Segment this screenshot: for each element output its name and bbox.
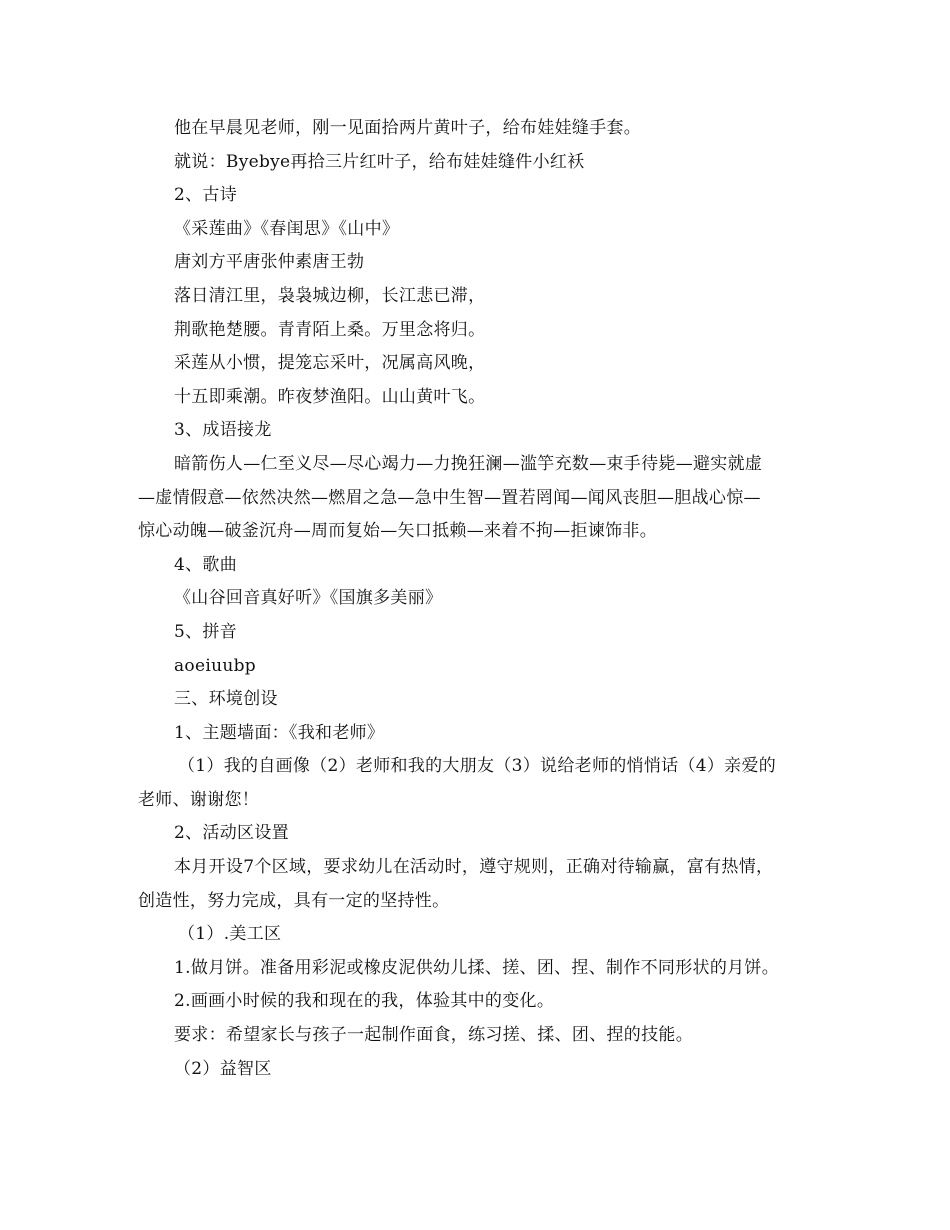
text-line: 要求：希望家长与孩子一起制作面食，练习搓、揉、团、捏的技能。: [174, 1025, 693, 1046]
area-heading: （2）益智区: [174, 1058, 272, 1079]
poem-authors: 唐刘方平唐张仲素唐王勃: [174, 252, 365, 273]
document-body: [138, 112, 828, 1086]
text-line: 2.画画小时候的我和现在的我，体验其中的变化。: [174, 991, 555, 1012]
text-line: （1）我的自画像（2）老师和我的大朋友（3）说给老师的悄悄话（4）亲爱的: [178, 756, 777, 777]
section-heading: 2、古诗: [174, 185, 238, 206]
poem-line: 落日清江里，袅袅城边柳，长江悲已滞，: [174, 285, 486, 306]
text-line: 就说：Byebye再拾三片红叶子，给布娃娃缝件小红袄: [174, 151, 585, 172]
idiom-chain-line: 惊心动魄—破釜沉舟—周而复始—矢口抵赖—来着不拘—拒谏饰非。: [138, 521, 657, 542]
pinyin-line: aoeiuubp: [174, 655, 256, 676]
text-line: 1.做月饼。准备用彩泥或橡皮泥供幼儿揉、搓、团、捏、制作不同形状的月饼。: [174, 957, 780, 978]
section-heading: 3、成语接龙: [174, 420, 272, 441]
section-heading: 三、环境创设: [174, 689, 278, 710]
song-titles: 《山谷回音真好听》《国旗多美丽》: [174, 588, 443, 609]
poem-titles: 《采莲曲》《春闺思》《山中》: [174, 218, 400, 239]
text-line: 创造性，努力完成，具有一定的坚持性。: [138, 890, 450, 911]
section-heading: 5、拼音: [174, 621, 238, 642]
idiom-chain-line: —虚情假意—依然决然—燃眉之急—急中生智—置若罔闻—闻风丧胆—胆战心惊—: [138, 487, 761, 508]
text-line: 老师、谢谢您！: [138, 789, 260, 810]
text-line: 本月开设7个区域，要求幼儿在活动时，遵守规则，正确对待输赢，富有热情，: [174, 857, 774, 878]
poem-line: 采莲从小惯，提笼忘采叶，况属高风晚，: [174, 353, 486, 374]
idiom-chain-line: 暗箭伤人—仁至义尽—尽心竭力—力挽狂澜—滥竽充数—束手待毙—避实就虚: [174, 453, 763, 474]
subsection-heading: 2、活动区设置: [174, 823, 289, 844]
area-heading: （1）.美工区: [178, 924, 282, 945]
text-line: 他在早晨见老师，刚一见面拾两片黄叶子，给布娃娃缝手套。: [174, 118, 642, 138]
poem-line: 荆歌艳楚腰。青青陌上桑。万里念将归。: [174, 319, 486, 340]
subsection-heading: 1、主题墙面：《我和老师》: [174, 722, 385, 743]
section-heading: 4、歌曲: [174, 554, 238, 575]
poem-line: 十五即乘潮。昨夜梦渔阳。山山黄叶飞。: [174, 386, 486, 407]
